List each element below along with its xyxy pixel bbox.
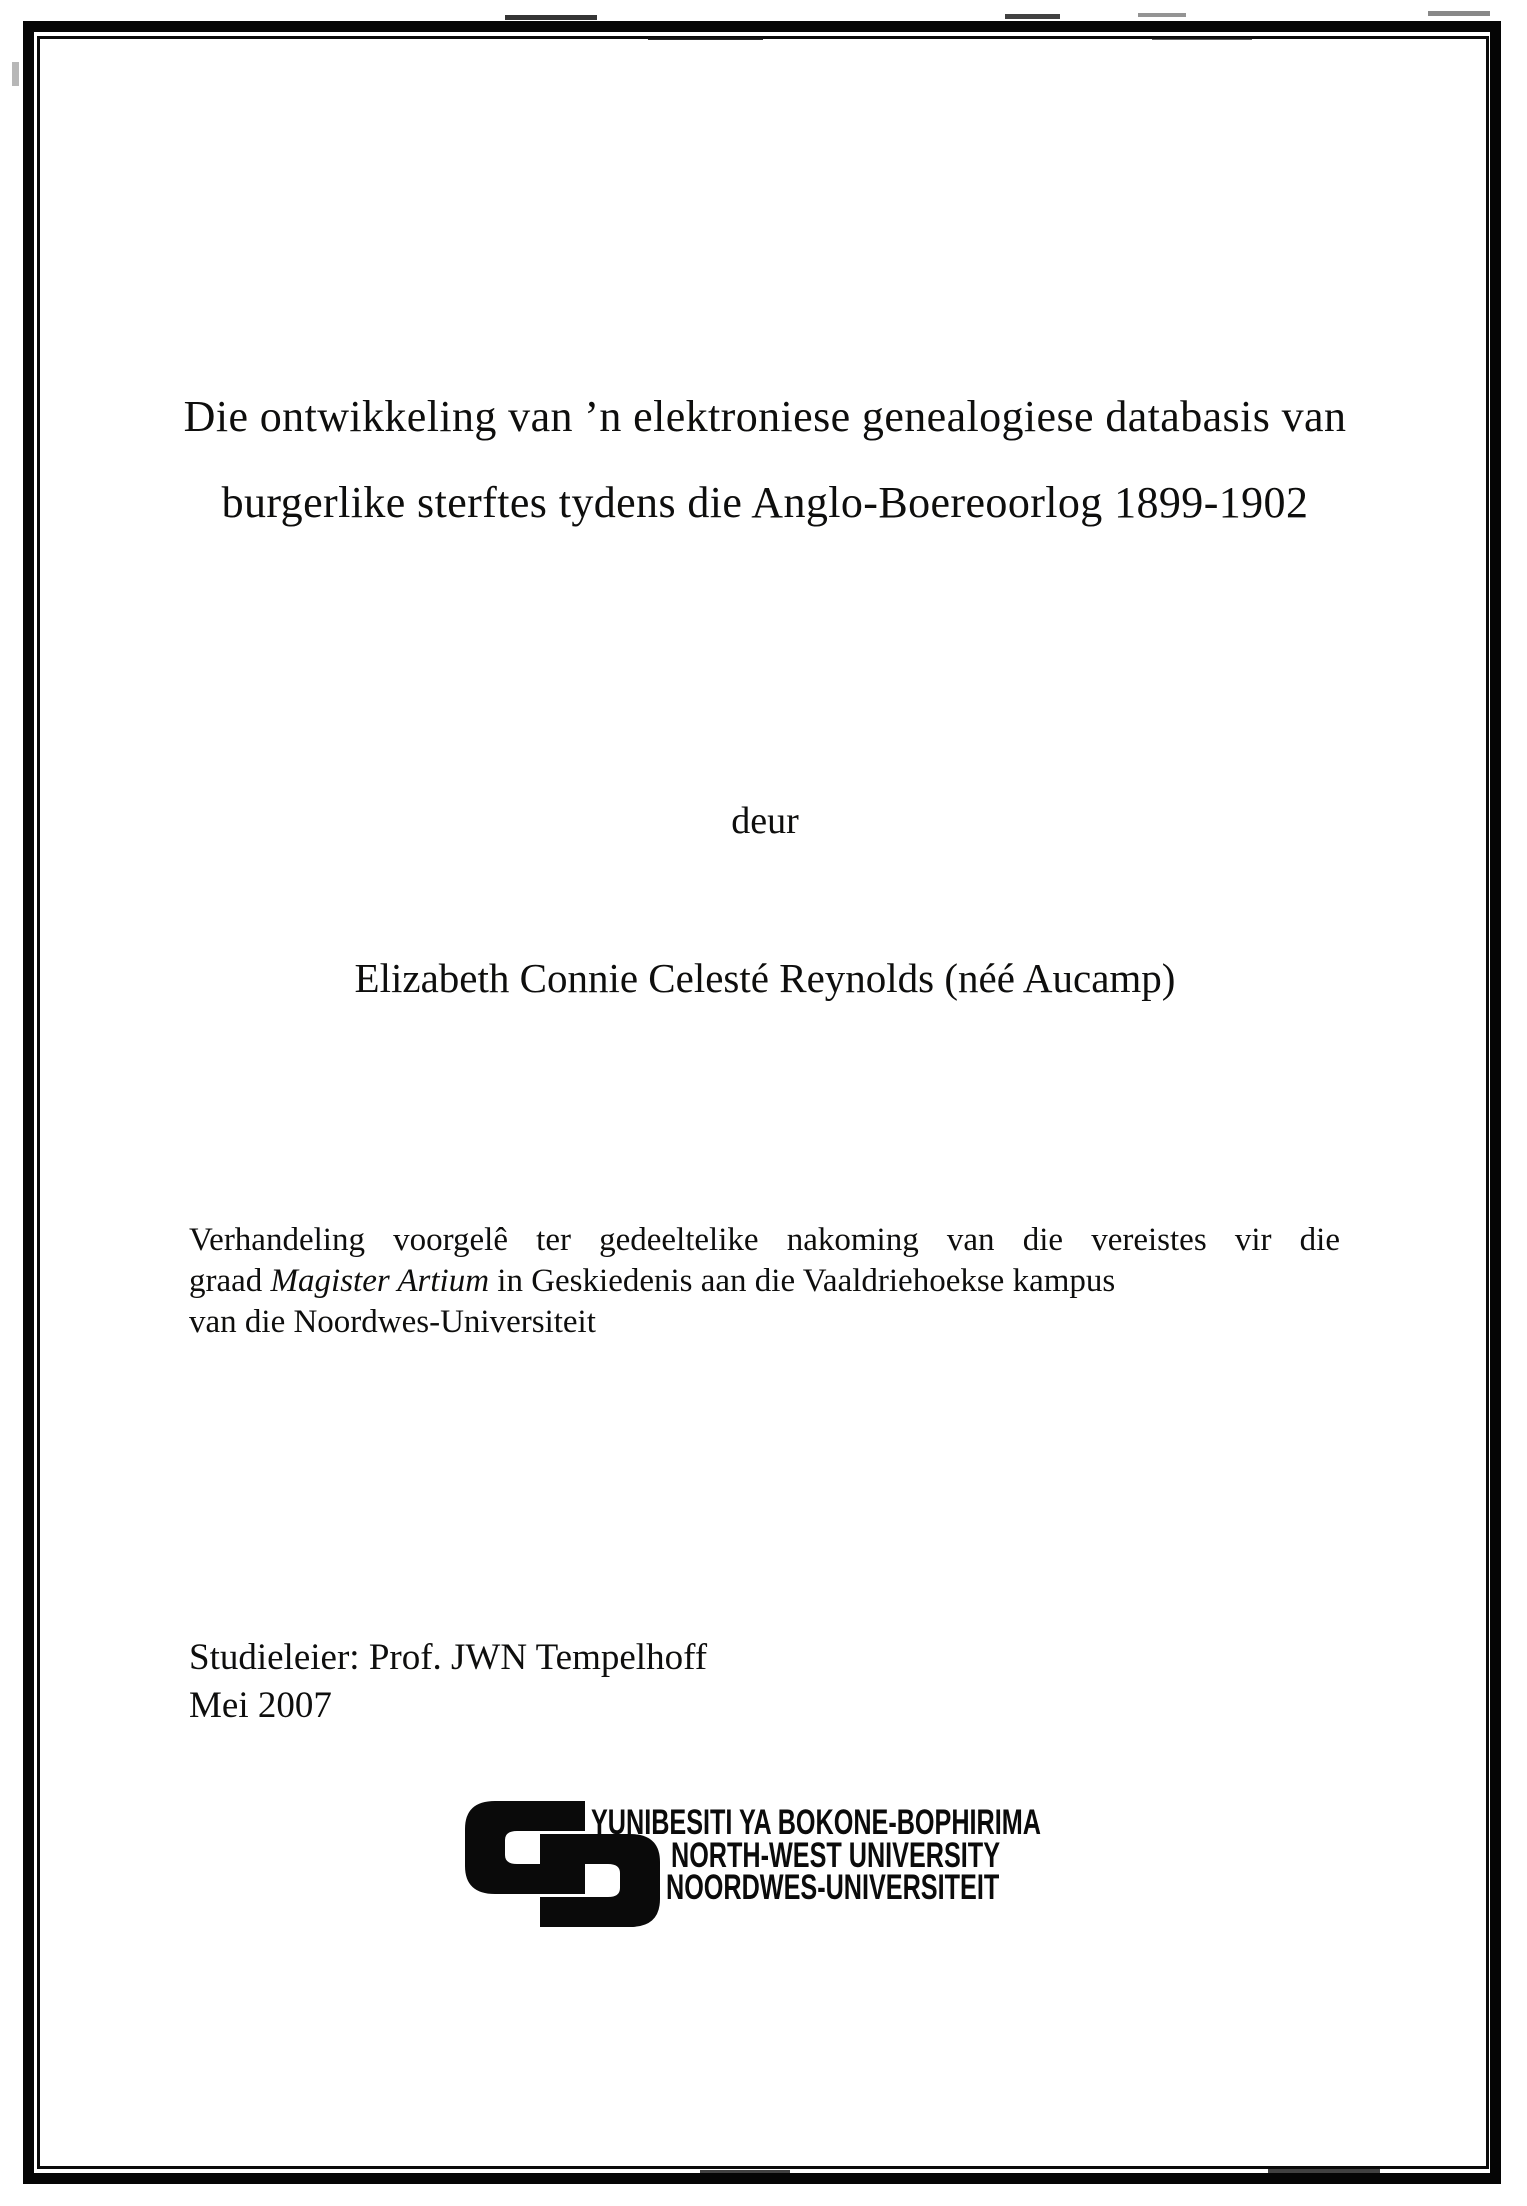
degree-statement-line2-suffix: in Geskiedenis aan die Vaaldriehoekse kampus bbox=[489, 1263, 1116, 1299]
scan-artifact bbox=[648, 37, 763, 40]
degree-name-italic: Magister Artium bbox=[270, 1263, 490, 1299]
nwu-logo bbox=[458, 1798, 1138, 1938]
scan-artifact bbox=[700, 2170, 790, 2173]
author-name: Elizabeth Connie Celesté Reynolds (néé Aucamp) bbox=[354, 955, 1176, 1001]
degree-statement-line3: van die Noordwes-Universiteit bbox=[189, 1304, 596, 1340]
degree-statement bbox=[189, 1220, 1340, 1343]
scan-artifact bbox=[1268, 2169, 1380, 2173]
logo-text-afrikaans: NOORDWES-UNIVERSITEIT bbox=[666, 1868, 1000, 1907]
degree-statement-line2 bbox=[189, 1261, 1340, 1302]
supervisor-line: Studieleier: Prof. JWN Tempelhoff bbox=[189, 1637, 708, 1678]
scan-artifact bbox=[1152, 37, 1252, 40]
thesis-title bbox=[90, 374, 1440, 546]
scan-artifact bbox=[505, 15, 597, 20]
thesis-title-line1: Die ontwikkeling van ’n elektroniese genealogiese databasis van bbox=[183, 392, 1347, 441]
thesis-title-line2: burgerlike sterftes tydens die Anglo-Boereoorlog 1899-1902 bbox=[221, 478, 1309, 527]
degree-statement-line2-prefix: graad bbox=[189, 1263, 271, 1299]
logo-text-setswana: YUNIBESITI YA BOKONE-BOPHIRIMA bbox=[591, 1803, 1041, 1842]
scan-artifact bbox=[1428, 11, 1490, 16]
degree-statement-line1: Verhandeling voorgelê ter gedeeltelike nakoming van die vereistes vir die bbox=[189, 1222, 1340, 1258]
byline-deur: deur bbox=[731, 800, 799, 842]
logo-text-english: NORTH-WEST UNIVERSITY bbox=[671, 1836, 1001, 1875]
date-line: Mei 2007 bbox=[189, 1685, 332, 1726]
scan-artifact bbox=[12, 62, 19, 86]
scan-artifact bbox=[1138, 13, 1186, 17]
scan-artifact bbox=[1005, 14, 1060, 19]
